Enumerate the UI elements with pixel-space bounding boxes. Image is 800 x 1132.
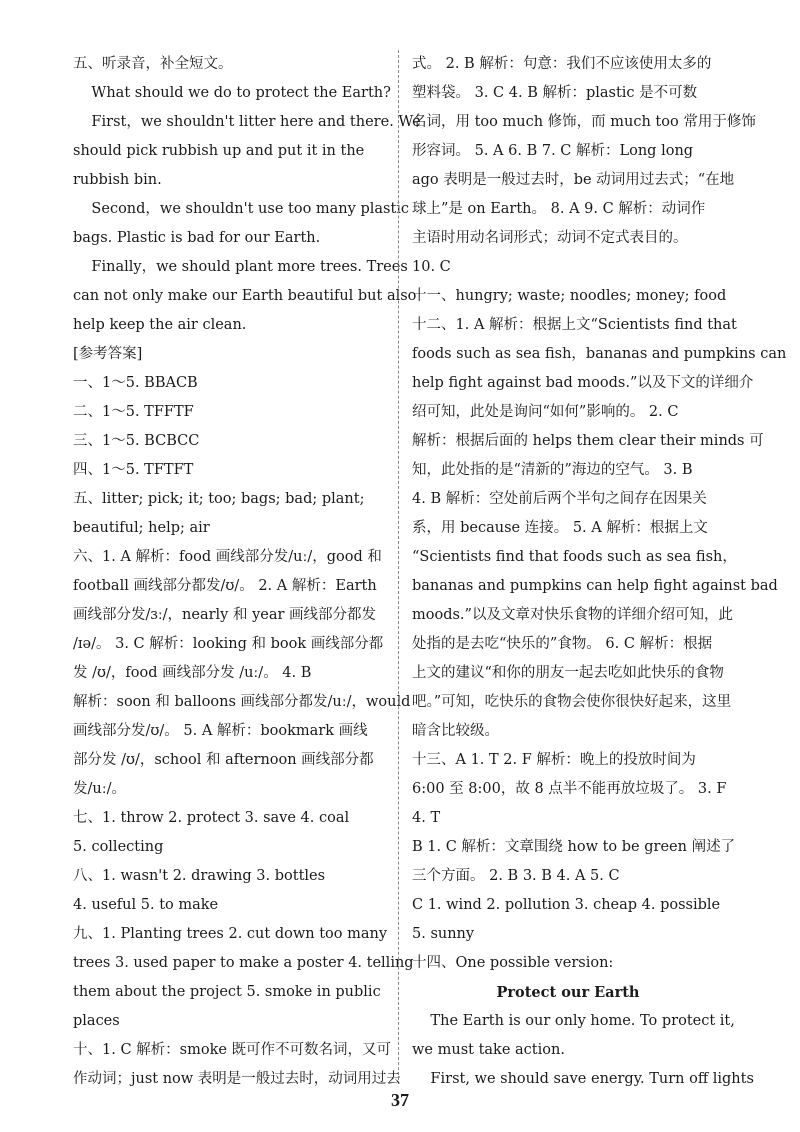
essay-title: Protect our Earth	[496, 984, 640, 1001]
answer-line: football 画线部分都发/ʊ/。 2. A 解析：Earth	[73, 578, 377, 594]
answer-line: 绍可知，此处是询问“如何”影响的。 2. C	[412, 404, 679, 420]
answer-line: 发 /ʊ/，food 画线部分发 /uː/。 4. B	[73, 665, 312, 681]
answer-line: 名词，用 too much 修饰，而 much too 常用于修饰	[412, 114, 756, 130]
answer-line: 5. collecting	[73, 839, 164, 855]
answer-line: 十三、A 1. T 2. F 解析：晚上的投放时间为	[412, 752, 696, 768]
answer-line: places	[73, 1013, 120, 1029]
answer-line: “Scientists find that foods such as sea fish，	[412, 549, 737, 565]
left-column	[73, 50, 421, 1094]
answer-line: 十二、1. A 解析：根据上文“Scientists find that	[412, 317, 737, 333]
answer-line: 四、1～5. TFTFT	[73, 462, 194, 478]
answer-line: 八、1. wasn't 2. drawing 3. bottles	[73, 868, 326, 884]
answer-line: 三个方面。 2. B 3. B 4. A 5. C	[412, 868, 620, 884]
answer-line: 4. T	[412, 810, 441, 826]
text-line: rubbish bin.	[73, 172, 162, 188]
answer-line: 4. useful 5. to make	[73, 897, 219, 913]
essay-line: The Earth is our only home. To protect it,	[412, 1013, 735, 1029]
answer-line: 塑料袋。 3. C 4. B 解析：plastic 是不可数	[412, 85, 698, 101]
answer-line: 六、1. A 解析：food 画线部分发/uː/，good 和	[73, 549, 382, 565]
answer-line: /ɪə/。 3. C 解析：looking 和 book 画线部分都	[73, 636, 384, 652]
answer-line: 九、1. Planting trees 2. cut down too many	[73, 926, 388, 942]
text-line: First，we shouldn't litter here and there. We	[73, 114, 421, 130]
text-line: can not only make our Earth beautiful but also	[73, 288, 417, 304]
answer-line: help fight against bad moods.”以及下文的详细介	[412, 375, 754, 391]
section-heading: 五、听录音，补全短文。	[73, 56, 233, 72]
answer-line: 球上”是 on Earth。 8. A 9. C 解析：动词作	[412, 201, 706, 217]
answer-line: them about the project 5. smoke in public	[73, 984, 381, 1000]
answer-line: 知，此处指的是“清新的”海边的空气。 3. B	[412, 462, 693, 478]
answer-key-heading: [参考答案]	[73, 346, 143, 362]
answer-line: 处指的是去吃“快乐的”食物。 6. C 解析：根据	[412, 636, 713, 652]
answer-line: moods.”以及文章对快乐食物的详细介绍可知，此	[412, 607, 733, 623]
answer-line: 画线部分发/ʊ/。 5. A 解析：bookmark 画线	[73, 723, 368, 739]
answer-line: B 1. C 解析：文章围绕 how to be green 阐述了	[412, 839, 736, 855]
answer-line: 画线部分发/ɜː/，nearly 和 year 画线部分都发	[73, 607, 377, 623]
answer-line: 七、1. throw 2. protect 3. save 4. coal	[73, 810, 350, 826]
answer-line: 部分发 /ʊ/，school 和 afternoon 画线部分都	[73, 752, 374, 768]
answer-line: 五、litter; pick; it; too; bags; bad; plant;	[73, 491, 365, 507]
answer-line: 解析：soon 和 balloons 画线部分都发/uː/，would	[73, 694, 411, 710]
answer-line: beautiful; help; air	[73, 520, 210, 536]
answer-line: 吧。”可知，吃快乐的食物会使你很快好起来，这里	[412, 694, 732, 710]
page-number: 37	[391, 1090, 409, 1110]
answer-line: C 1. wind 2. pollution 3. cheap 4. possible	[412, 897, 721, 913]
right-column	[412, 50, 787, 1094]
column-divider	[398, 50, 399, 1080]
answer-line: 5. sunny	[412, 926, 475, 942]
answer-line: bananas and pumpkins can help fight against bad	[412, 578, 778, 594]
text-line: Second，we shouldn't use too many plastic	[73, 201, 410, 217]
answer-line: 形容词。 5. A 6. B 7. C 解析：Long long	[412, 143, 694, 159]
answer-line: 十四、One possible version:	[412, 955, 614, 971]
answer-line: 6:00 至 8:00，故 8 点半不能再放垃圾了。 3. F	[412, 781, 727, 797]
essay-line: First, we should save energy. Turn off lights	[412, 1071, 754, 1087]
text-line: What should we do to protect the Earth?	[73, 85, 391, 101]
answer-line: 解析：根据后面的 helps them clear their minds 可	[412, 433, 764, 449]
text-line: bags. Plastic is bad for our Earth.	[73, 230, 321, 246]
answer-line: 三、1～5. BCBCC	[73, 433, 200, 449]
answer-line: 暗含比较级。	[412, 723, 499, 739]
answer-line: 二、1～5. TFFTF	[73, 404, 194, 420]
answer-line: 主语时用动名词形式；动词不定式表目的。	[412, 230, 688, 246]
answer-line: 发/uː/。	[73, 781, 126, 797]
answer-line: trees 3. used paper to make a poster 4. telling	[73, 955, 414, 971]
answer-line: foods such as sea fish，bananas and pumpkins can	[412, 346, 787, 362]
text-line: Finally，we should plant more trees. Trees	[73, 259, 408, 275]
answer-line: 上文的建议“和你的朋友一起去吃如此快乐的食物	[412, 665, 724, 681]
text-line: should pick rubbish up and put it in the	[73, 143, 365, 159]
text-line: help keep the air clean.	[73, 317, 247, 333]
answer-line: 系，用 because 连接。 5. A 解析：根据上文	[412, 520, 708, 536]
answer-line: 10. C	[412, 259, 451, 275]
answer-line: 4. B 解析：空处前后两个半句之间存在因果关	[412, 491, 707, 507]
answer-line: 一、1～5. BBACB	[73, 375, 198, 391]
answer-line: 十一、hungry; waste; noodles; money; food	[412, 288, 727, 304]
answer-line: 作动词；just now 表明是一般过去时，动词用过去	[73, 1071, 401, 1087]
answer-line: 十、1. C 解析：smoke 既可作不可数名词，又可	[73, 1042, 392, 1058]
answer-line: 式。 2. B 解析：句意：我们不应该使用太多的	[412, 56, 712, 72]
answer-line: ago 表明是一般过去时，be 动词用过去式；“在地	[412, 172, 735, 188]
essay-line: we must take action.	[412, 1042, 565, 1058]
